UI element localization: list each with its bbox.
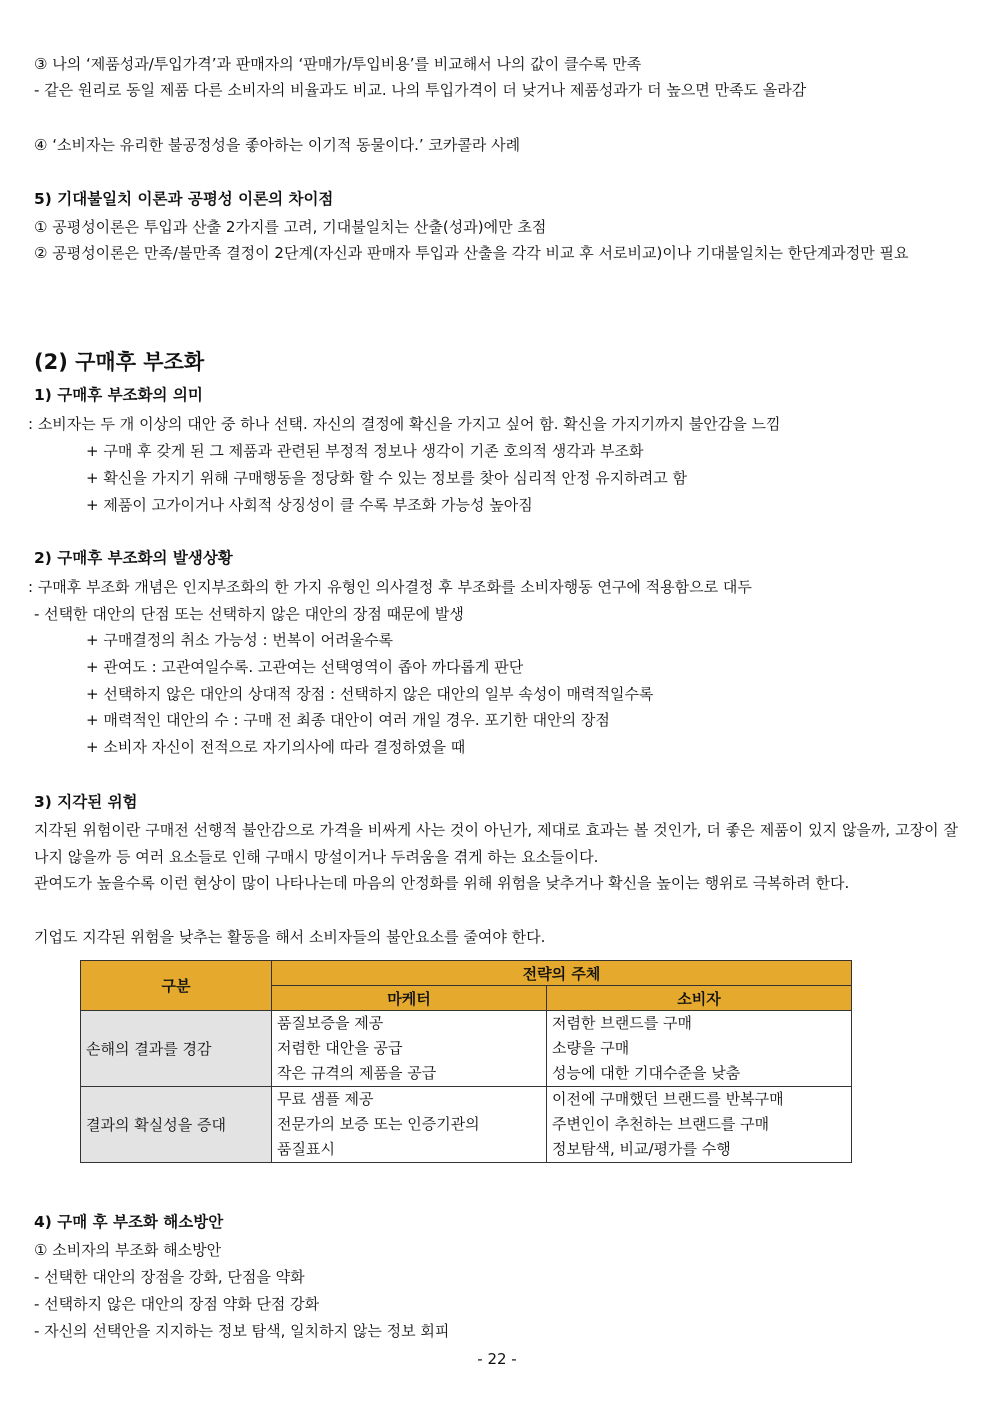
strategy-table: [80, 960, 852, 1163]
bullet-item: + 선택하지 않은 대안의 상대적 장점 : 선택하지 않은 대안의 일부 속성이 매력적일수록: [86, 685, 654, 703]
cell-line: 성능에 대한 기대수준을 낮춤: [552, 1064, 741, 1082]
section-heading: 5) 기대불일치 이론과 공평성 이론의 차이점: [34, 190, 334, 208]
consumer-cell: [547, 1087, 852, 1163]
marketer-cell: [272, 1011, 547, 1087]
table-header-marketer: 마케터: [272, 986, 547, 1011]
bullet-item: + 제품이 고가이거나 사회적 상징성이 클 수록 부조화 가능성 높아짐: [86, 496, 533, 514]
cell-line: 정보탐색, 비교/평가를 수행: [552, 1140, 731, 1158]
cell-line: 전문가의 보증 또는 인증기관의: [277, 1115, 480, 1133]
cell-line: 작은 규격의 제품을 공급: [277, 1064, 437, 1082]
cell-line: 이전에 구매했던 브랜드를 반복구매: [552, 1090, 784, 1108]
cell-line: 무료 샘플 제공: [277, 1090, 374, 1108]
cell-line: 품질표시: [277, 1140, 335, 1158]
row-label: 손해의 결과를 경감: [81, 1011, 272, 1087]
list-item: - 선택하지 않은 대안의 장점 약화 단점 강화: [34, 1295, 320, 1313]
cell-line: 품질보증을 제공: [277, 1014, 384, 1032]
bullet-item: + 소비자 자신이 전적으로 자기의사에 따라 결정하였을 때: [86, 738, 466, 756]
section-heading: 2) 구매후 부조화의 발생상황: [34, 549, 233, 567]
marketer-cell: [272, 1087, 547, 1163]
paragraph: : 구매후 부조화 개념은 인지부조화의 한 가지 유형인 의사결정 후 부조화를 소비자행동 연구에 적용함으로 대두: [28, 578, 752, 596]
paragraph: 지각된 위험이란 구매전 선행적 불안감으로 가격을 비싸게 사는 것이 아닌가, 제대로 효과는 볼 것인가, 더 좋은 제품이 있지 않을까, 고장이 잘 나지 않을까 등 여러 요소들로 인해 구매시 망설이거나 두려움을 겪게 하는 요소들이다.: [34, 821, 958, 866]
paragraph: 기업도 지각된 위험을 낮추는 활동을 해서 소비자들의 불안요소를 줄여야 한다.: [34, 928, 546, 946]
bullet-item: + 관여도 : 고관여일수록. 고관여는 선택영역이 좁아 까다롭게 판단: [86, 658, 524, 676]
section-heading: 1) 구매후 부조화의 의미: [34, 386, 203, 404]
list-item: - 자신의 선택안을 지지하는 정보 탐색, 일치하지 않는 정보 회피: [34, 1322, 450, 1340]
paragraph: ② 공평성이론은 만족/불만족 결정이 2단계(자신과 판매자 투입과 산출을 각각 비교 후 서로비교)이나 기대불일치는 한단계과정만 필요: [34, 244, 909, 262]
paragraph: - 같은 원리로 동일 제품 다른 소비자의 비율과도 비교. 나의 투입가격이 더 낮거나 제품성과가 더 높으면 만족도 올라감: [34, 81, 807, 99]
table-header-category: 구분: [81, 961, 272, 1011]
page-number: - 22 -: [477, 1350, 517, 1368]
bullet-item: + 매력적인 대안의 수 : 구매 전 최종 대안이 여러 개일 경우. 포기한 대안의 장점: [86, 711, 610, 729]
bullet-item: + 구매 후 갖게 된 그 제품과 관련된 부정적 정보나 생각이 기존 호의적 생각과 부조화: [86, 442, 644, 460]
table-row: [81, 1011, 852, 1087]
consumer-cell: [547, 1011, 852, 1087]
table-row: [81, 1087, 852, 1163]
cell-line: 저렴한 대안을 공급: [277, 1039, 403, 1057]
paragraph: ③ 나의 ‘제품성과/투입가격’과 판매자의 ‘판매가/투입비용’를 비교해서 나의 값이 클수록 만족: [34, 55, 642, 73]
list-item: ① 소비자의 부조화 해소방안: [34, 1241, 222, 1259]
bullet-item: + 확신을 가지기 위해 구매행동을 정당화 할 수 있는 정보를 찾아 심리적 안정 유지하려고 함: [86, 469, 687, 487]
cell-line: 주변인이 추천하는 브랜드를 구매: [552, 1115, 770, 1133]
paragraph: - 선택한 대안의 단점 또는 선택하지 않은 대안의 장점 때문에 발생: [34, 605, 464, 623]
table-header-group: 전략의 주체: [272, 961, 852, 986]
cell-line: 저렴한 브랜드를 구매: [552, 1014, 692, 1032]
bullet-item: + 구매결정의 취소 가능성 : 번복이 어려울수록: [86, 631, 394, 649]
row-label: 결과의 확실성을 증대: [81, 1087, 272, 1163]
section-heading: 3) 지각된 위험: [34, 793, 138, 811]
paragraph: ④ ‘소비자는 유리한 불공정성을 좋아하는 이기적 동물이다.’ 코카콜라 사례: [34, 136, 521, 154]
paragraph: 관여도가 높을수록 이런 현상이 많이 나타나는데 마음의 안정화를 위해 위험을 낮추거나 확신을 높이는 행위로 극복하려 한다.: [34, 874, 850, 892]
list-item: - 선택한 대안의 장점을 강화, 단점을 약화: [34, 1268, 305, 1286]
cell-line: 소량을 구매: [552, 1039, 630, 1057]
chapter-title: (2) 구매후 부조화: [34, 350, 205, 374]
paragraph: : 소비자는 두 개 이상의 대안 중 하나 선택. 자신의 결정에 확신을 가지고 싶어 함. 확신을 가지기까지 불안감을 느낌: [28, 415, 781, 433]
paragraph: ① 공평성이론은 투입과 산출 2가지를 고려, 기대불일치는 산출(성과)에만 초점: [34, 218, 547, 236]
section-heading: 4) 구매 후 부조화 해소방안: [34, 1213, 224, 1231]
table-header-consumer: 소비자: [547, 986, 852, 1011]
